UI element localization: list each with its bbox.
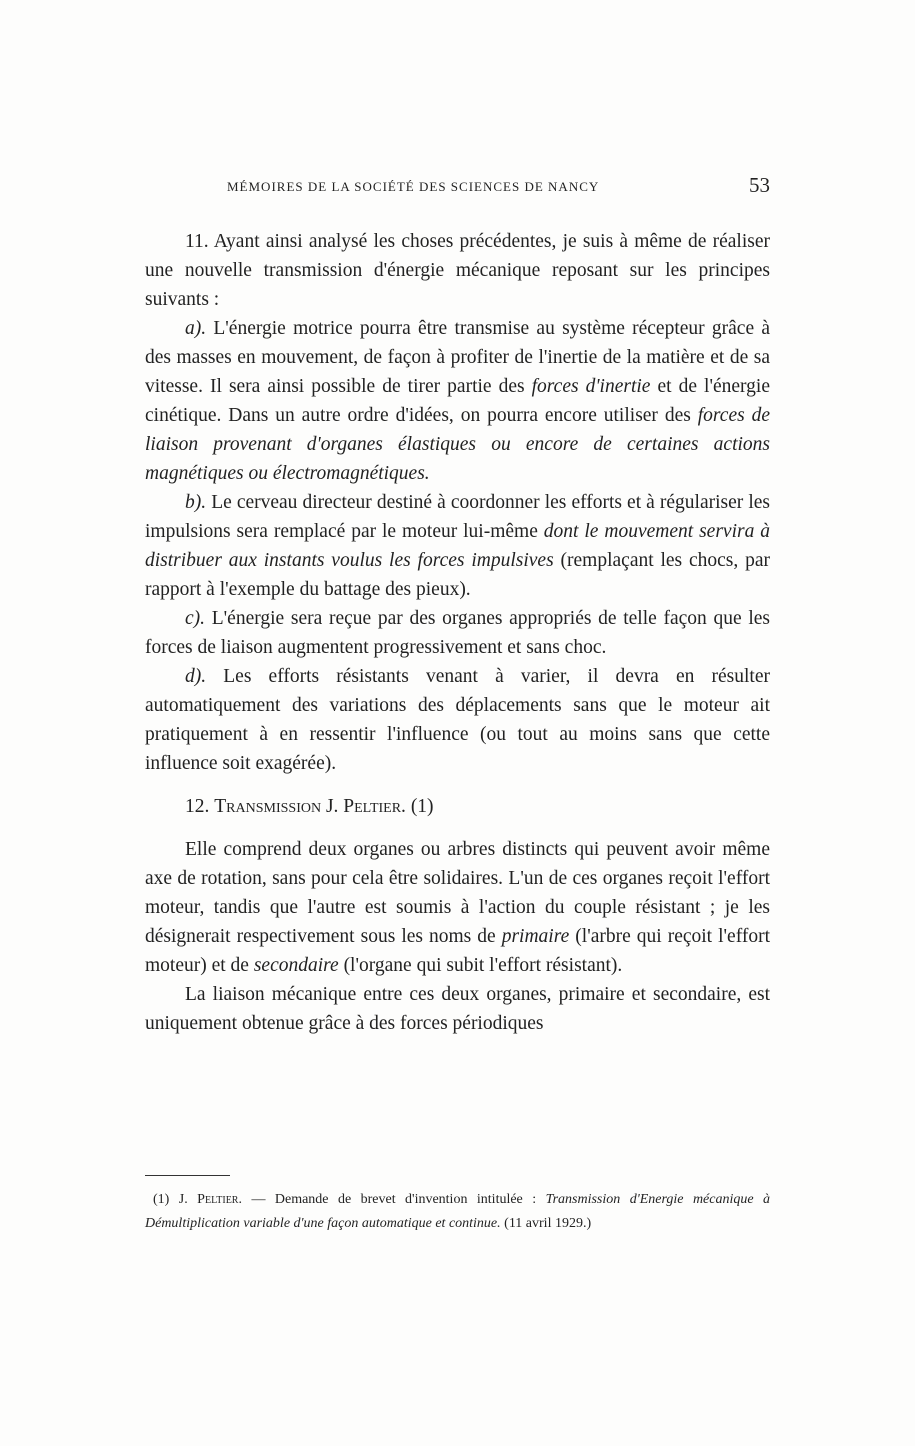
journal-title: MÉMOIRES DE LA SOCIÉTÉ DES SCIENCES DE NANCY — [227, 179, 600, 194]
paragraph-12a — [145, 835, 770, 980]
paragraph-text: La liaison mécanique entre ces deux organes, primaire et secondaire, est uniquement obtenue grâce à des forces périodiques — [145, 984, 770, 1034]
section-number: 12. — [185, 796, 210, 817]
item-text: L'énergie motrice pourra être transmise au système récepteur grâce à des masses en mouvement, de façon à profiter de l'inertie de la matière et de sa vitesse. Il sera ainsi possible de tirer partie des — [145, 318, 770, 397]
section-heading-12 — [145, 792, 770, 821]
footnote-ref: (1) — [410, 796, 434, 817]
item-text: Le cerveau directeur destiné à coordonner les efforts et à régulariser les impulsions sera remplacé par le moteur lui-même — [145, 492, 770, 542]
paragraph-number: 11. — [185, 231, 209, 252]
item-italic: dont le mouvement servira à distribuer aux instants voulus les forces impulsives — [145, 521, 770, 571]
item-d — [145, 662, 770, 778]
item-italic: forces de liaison provenant d'organes élastiques ou encore de certaines actions magnétiques ou électromagnétiques. — [145, 405, 771, 484]
paragraph-12b — [145, 980, 770, 1038]
item-text: (remplaçant les chocs, par rapport à l'exemple du battage des pieux). — [145, 550, 771, 600]
item-label: a). — [185, 318, 207, 339]
paragraph-text: Ayant ainsi analysé les choses précédentes, je suis à même de réaliser une nouvelle transmission d'énergie mécanique reposant sur les principes suivants : — [145, 231, 770, 310]
item-label: b). — [185, 492, 207, 513]
item-label: d). — [185, 666, 207, 687]
paragraph-text: (l'arbre qui reçoit l'effort moteur) et de — [145, 926, 771, 976]
page-number: 53 — [749, 173, 770, 197]
section-title: Transmission J. Peltier. — [214, 796, 406, 817]
item-a — [145, 314, 770, 488]
main-text — [145, 227, 770, 1038]
paragraph-11 — [145, 227, 770, 314]
term-italic: primaire — [501, 926, 570, 947]
item-c — [145, 604, 770, 662]
item-b — [145, 488, 770, 604]
footnote-number: (1) — [153, 1192, 170, 1207]
footnote-date: (11 avril 1929.) — [504, 1216, 592, 1231]
item-italic: forces d'inertie — [531, 376, 651, 397]
term-italic: secondaire — [253, 955, 339, 976]
running-header — [145, 173, 770, 200]
footnote-text: — Demande de brevet d'invention intitulée : — [251, 1192, 537, 1207]
paragraph-text: (l'organe qui subit l'effort résistant). — [343, 955, 623, 976]
item-text: Les efforts résistants venant à varier, il devra en résulter automatiquement des variations des déplacements sans que le moteur ait pratiquement à en ressentir l'influence (ou tout au moins sans que cette influence soit exagérée). — [145, 666, 770, 774]
footnote-title: Transmission d'Energie mécanique à Démultiplication variable d'une façon automatique et continue. — [145, 1192, 771, 1231]
footnote-author: J. Peltier. — [178, 1192, 242, 1207]
item-text: et de l'énergie cinétique. Dans un autre ordre d'idées, on pourra encore utiliser des — [145, 376, 770, 426]
paragraph-text: Elle comprend deux organes ou arbres distincts qui peuvent avoir même axe de rotation, sans pour cela être solidaires. L'un de ces organes reçoit l'effort moteur, tandis que l'autre est soumis à l'action du couple résistant ; je les désignerait respectivement sous les noms de — [145, 839, 770, 947]
item-text: L'énergie sera reçue par des organes appropriés de telle façon que les forces de liaison augmentent progressivement et sans choc. — [145, 608, 771, 658]
footnote-divider — [145, 1175, 230, 1176]
footnote — [145, 1188, 770, 1236]
item-label: c). — [185, 608, 206, 629]
